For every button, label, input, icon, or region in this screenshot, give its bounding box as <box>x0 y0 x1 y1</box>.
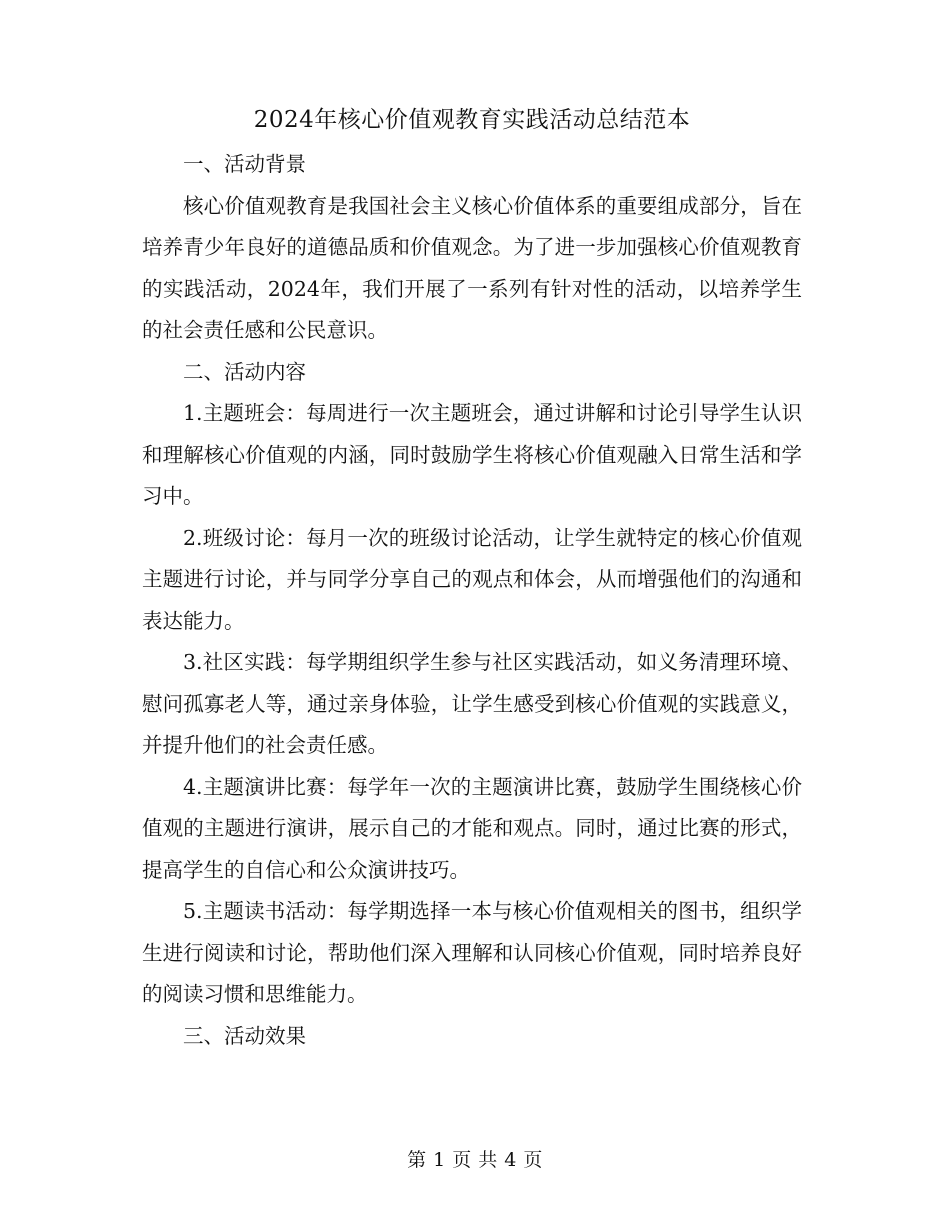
page-number-footer: 第 1 页 共 4 页 <box>407 1149 543 1171</box>
section-background <box>142 144 802 352</box>
document-title: 2024年核心价值观教育实践活动总结范本 <box>253 107 691 133</box>
section-heading: 二、活动内容 <box>183 359 306 384</box>
list-item: 2.班级讨论：每月一次的班级讨论活动，让学生就特定的核心价值观主题进行讨论，并与同学分享自己的观点和体会，从而增强他们的沟通和表达能力。 <box>142 525 802 633</box>
list-item: 4.主题演讲比赛：每学年一次的主题演讲比赛，鼓励学生围绕核心价值观的主题进行演讲，展示自己的才能和观点。同时，通过比赛的形式，提高学生的自信心和公众演讲技巧。 <box>142 774 802 882</box>
section-content <box>142 352 802 1016</box>
paragraph: 核心价值观教育是我国社会主义核心价值体系的重要组成部分，旨在培养青少年良好的道德品质和价值观念。为了进一步加强核心价值观教育的实践活动，2024年，我们开展了一系列有针对性的活动，以培养学生的社会责任感和公民意识。 <box>142 193 802 342</box>
list-item: 1.主题班会：每周进行一次主题班会，通过讲解和讨论引导学生认识和理解核心价值观的内涵，同时鼓励学生将核心价值观融入日常生活和学习中。 <box>142 401 802 508</box>
section-heading: 一、活动背景 <box>183 152 306 176</box>
document-page <box>142 100 802 1057</box>
section-effect <box>142 1016 802 1058</box>
list-item: 5.主题读书活动：每学期选择一本与核心价值观相关的图书，组织学生进行阅读和讨论，帮助他们深入理解和认同核心价值观，同时培养良好的阅读习惯和思维能力。 <box>142 899 802 1006</box>
section-heading: 三、活动效果 <box>183 1023 306 1048</box>
list-item: 3.社区实践：每学期组织学生参与社区实践活动，如义务清理环境、慰问孤寡老人等，通过亲身体验，让学生感受到核心价值观的实践意义，并提升他们的社会责任感。 <box>142 650 802 757</box>
